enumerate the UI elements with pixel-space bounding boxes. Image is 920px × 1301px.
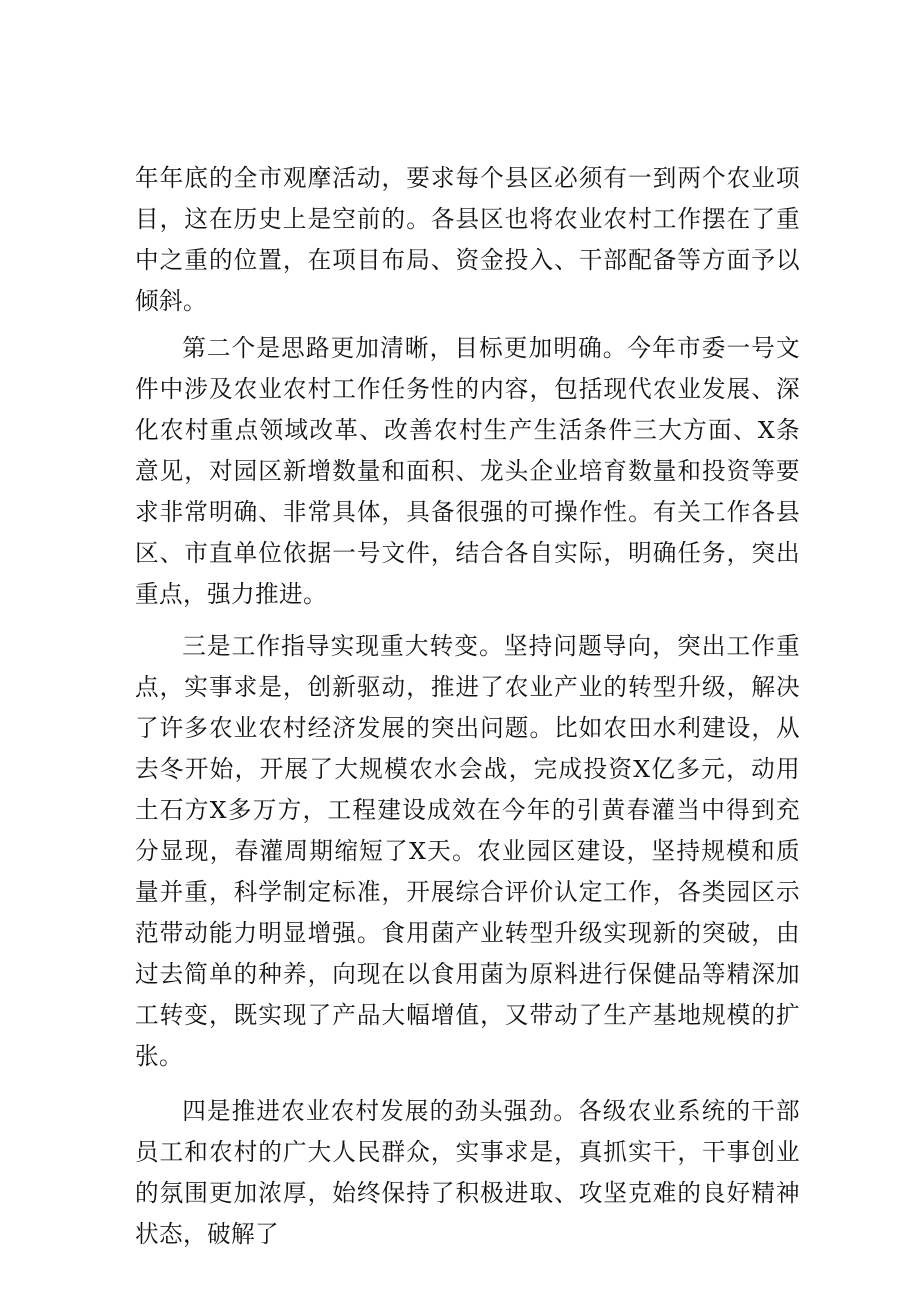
paragraph-3: 三是工作指导实现重大转变。坚持问题导向，突出工作重点，实事求是，创新驱动，推进了农业产业的转型升级，解决了许多农业农村经济发展的突出问题。比如农田水利建设，从去冬开始，开展了大规模农水会战，完成投资X亿多元，动用土石方X多万方，工程建设成效在今年的引黄春灌当中得到充分显现，春灌周期缩短了X天。农业园区建设，坚持规模和质量并重，科学制定标准，开展综合评价认定工作，各类园区示范带动能力明显增强。食用菌产业转型升级实现新的突破，由过去简单的种养，向现在以食用菌为原料进行保健品等精深加工转变，既实现了产品大幅增值，又带动了生产基地规模的扩张。 <box>135 632 800 1070</box>
document-body <box>135 158 800 1255</box>
paragraph-2: 第二个是思路更加清晰，目标更加明确。今年市委一号文件中涉及农业农村工作任务性的内容，包括现代农业发展、深化农村重点领域改革、改善农村生产生活条件三大方面、X条意见，对园区新增数量和面积、龙头企业培育数量和投资等要求非常明确、非常具体，具备很强的可操作性。有关工作各县区、市直单位依据一号文件，结合各自实际，明确任务，突出重点，强力推进。 <box>135 334 800 608</box>
paragraph-4: 四是推进农业农村发展的劲头强劲。各级农业系统的干部员工和农村的广大人民群众，实事求是，真抓实干，干事创业的氛围更加浓厚，始终保持了积极进取、攻坚克难的良好精神状态，破解了 <box>135 1097 800 1248</box>
paragraph-1: 年年底的全市观摩活动，要求每个县区必须有一到两个农业项目，这在历史上是空前的。各县区也将农业农村工作摆在了重中之重的位置，在项目布局、资金投入、干部配备等方面予以倾斜。 <box>135 164 800 315</box>
